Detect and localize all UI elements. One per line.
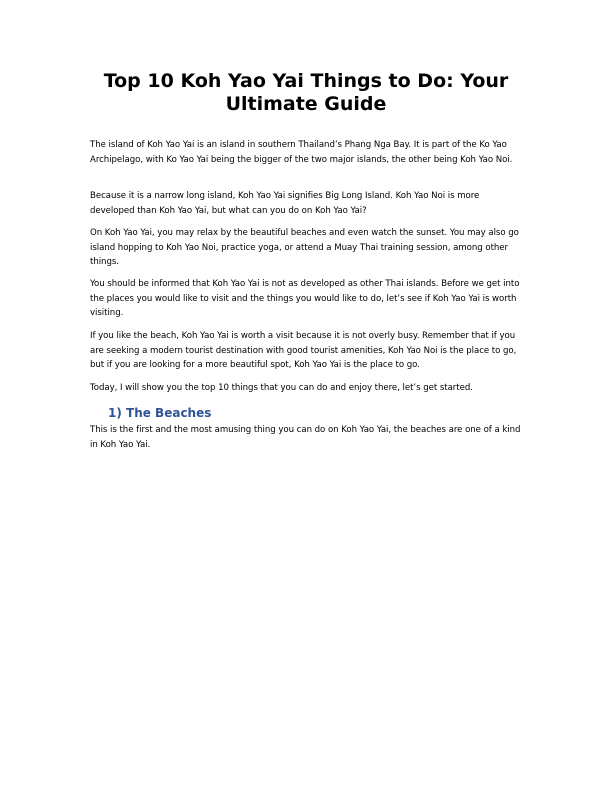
intro-paragraph: The island of Koh Yao Yai is an island in southern Thailand’s Phang Nga Bay. It is part of the Ko Yao Archipelago, with Ko Yao Yai being the bigger of the two major islands, the other being Koh Yao Noi. bbox=[90, 140, 513, 165]
section-heading-beaches: 1) The Beaches bbox=[108, 406, 212, 420]
worth-visiting-paragraph: If you like the beach, Koh Yao Yai is worth a visit because it is not overly busy. Remember that if you are seeking a modern tourist destination with good tourist amenities, Koh Yao Noi is the place to go, but if you are looking for a more beautiful spot, Koh Yao Yai is the place to go. bbox=[90, 331, 517, 371]
name-meaning-paragraph: Because it is a narrow long island, Koh Yao Yai signifies Big Long Island. Koh Yao Noi is more developed than Koh Yao Yai, but what can you do on Koh Yao Yai? bbox=[90, 191, 480, 216]
activities-paragraph: On Koh Yao Yai, you may relax by the beautiful beaches and even watch the sunset. You may also go island hopping to Koh Yao Noi, practice yoga, or attend a Muay Thai training session, among other things. bbox=[90, 228, 519, 268]
lead-in-paragraph: Today, I will show you the top 10 things that you can do and enjoy there, let’s get started. bbox=[90, 383, 473, 393]
beaches-paragraph: This is the first and the most amusing thing you can do on Koh Yao Yai, the beaches are one of a kind in Koh Yao Yai. bbox=[90, 425, 521, 450]
development-paragraph: You should be informed that Koh Yao Yai is not as developed as other Thai islands. Before we get into the places you would like to visit and the things you would like to do, let’s see if Koh Yao Yai is worth visiting. bbox=[90, 279, 520, 319]
document-title: Top 10 Koh Yao Yai Things to Do: Your Ultimate Guide bbox=[103, 70, 509, 115]
